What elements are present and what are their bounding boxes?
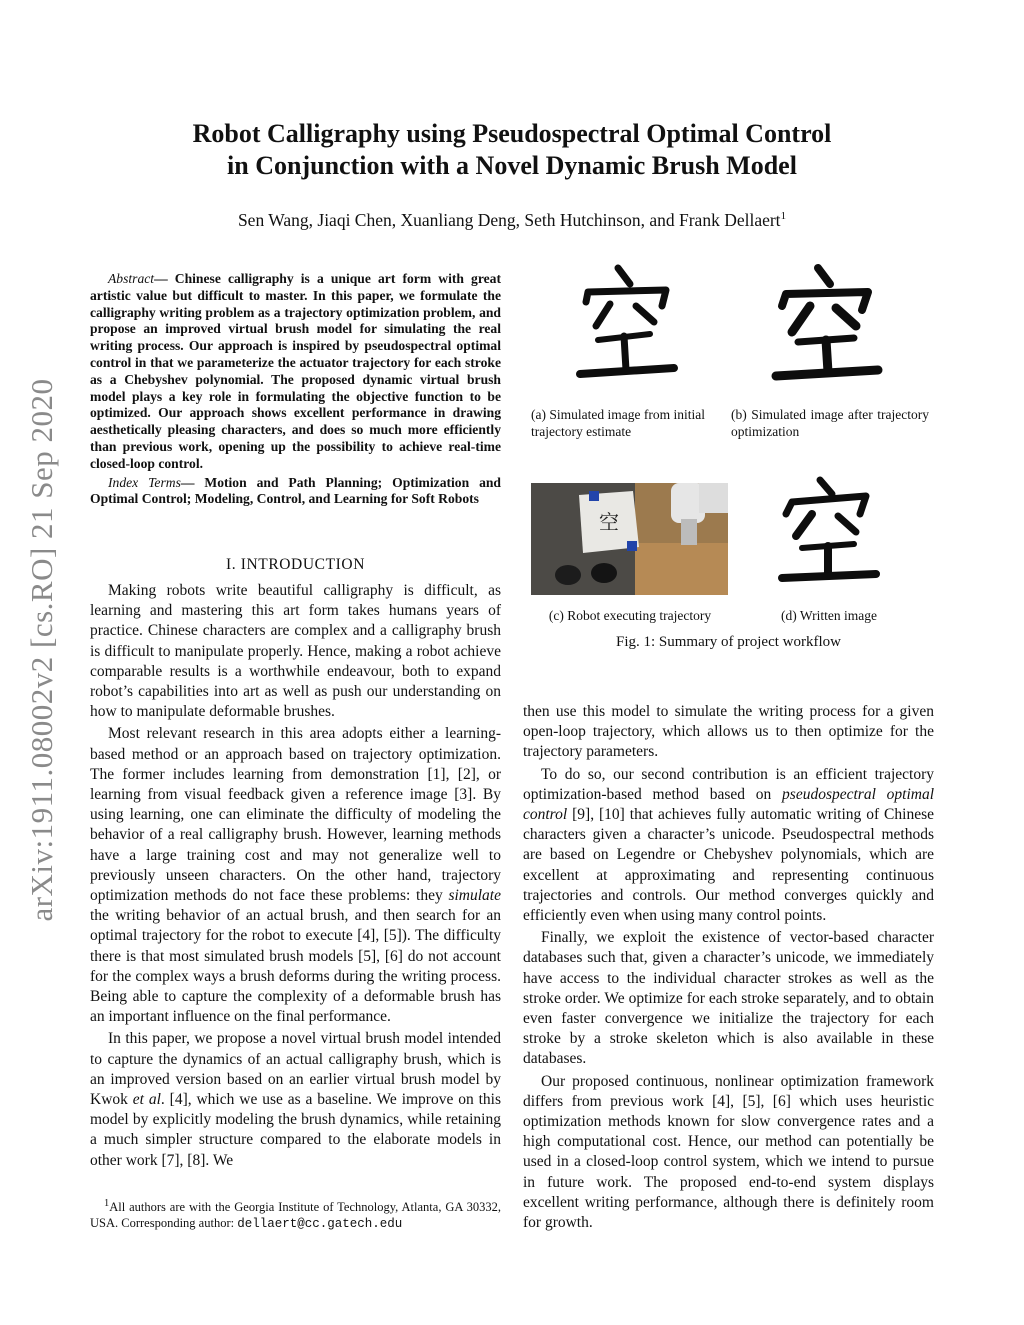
authors-text: Sen Wang, Jiaqi Chen, Xuanliang Deng, Seth Hutchinson, and Frank Dellaert (237, 210, 781, 230)
right-column-body (523, 702, 934, 1233)
ink-stone-left (555, 565, 581, 585)
abstract-label: Abstract (108, 271, 155, 286)
right-p2-text-b: [9], [10] that achieves fully automatic writing of Chinese characters given a character’s unicode. Pseudospectral methods are based on Legendre or Chebyshev polynomials, which are excellent at approximating and representing continuous trajectories and controls. Our method converges quickly and efficiently even when using many control points. (523, 806, 934, 925)
paper-title (140, 118, 884, 182)
left-p3-text-a: In this paper, we propose a novel virtual brush model intended to capture the dynamics of an actual calligraphy brush, which is an improved version based on an earlier virtual brush model by Kwok (90, 1030, 501, 1109)
left-column-body (90, 581, 501, 1171)
caption-c: (c) Robot executing trajectory (548, 608, 712, 623)
abstract (90, 271, 501, 508)
index-terms-label: Index Terms (108, 474, 181, 490)
index-terms (90, 475, 501, 509)
index-terms-text: — Motion and Path Planning; Optimization and Optimal Control; Modeling, Control, and Learning for Soft Robots (90, 474, 501, 507)
left-paragraph-2 (90, 724, 501, 1027)
figure-caption: Fig. 1: Summary of project workflow (616, 634, 841, 650)
figure-b-simulated-optimized (768, 262, 884, 384)
ink-stone-right (591, 563, 617, 583)
caption-d: (d) Written image (781, 608, 877, 623)
footnote-mark: 1 (104, 1198, 110, 1209)
right-p2-emphasis: pseudospectral optimal control (523, 785, 934, 824)
paper-glyph: 空 (599, 510, 619, 534)
title-line-2: in Conjunction with a Novel Dynamic Brush Model (227, 151, 797, 180)
caption-a: (a) Simulated image from initial trajectory estimate (531, 407, 705, 439)
figure-a-simulated-initial (570, 262, 680, 382)
authors-footnote-mark: 1 (780, 210, 787, 223)
abstract-paragraph (90, 271, 501, 473)
caption-b: (b) Simulated image after trajectory optimization (731, 407, 929, 439)
title-line-1: Robot Calligraphy using Pseudospectral Optimal Control (192, 119, 832, 148)
left-paragraph-3 (90, 1029, 501, 1170)
right-paragraph-1: then use this model to simulate the writing process for a given open-loop trajectory, which allows us to then optimize for the trajectory parameters. (523, 703, 934, 761)
right-paragraph-4: Our proposed continuous, nonlinear optimization framework differs from previous work [4], [5], [6] which uses heuristic optimization methods known for slow convergence rates and a high computational cost. Hence, our method can potentially be used in a closed-loop control system, which we intend to pursue in future work. The proposed end-to-end system displays excellent writing performance, although there is definitely room for growth. (523, 1072, 934, 1232)
right-p2-text-a: To do so, our second contribution is an efficient trajectory optimization-based method based on (523, 765, 934, 803)
left-p3-emphasis: et al (132, 1091, 161, 1109)
footnote (90, 1196, 501, 1232)
abstract-text: — Chinese calligraphy is a unique art form with great artistic value but difficult to master. In this paper, we formulate the calligraphy writing problem as a trajectory optimization problem, and propose an improved virtual brush model for simulating the real writing process. Our approach is inspired by pseudospectral optimal control in that we parameterize the actuator trajectory for each stroke as a Chebyshev polynomial. The proposed dynamic virtual brush model plays a key role in formulating the objective function to be optimized. Our approach shows excellent performance in drawing aesthetically pleasing characters, and does so much more efficiently than previous work, opening up the possibility to achieve real-time closed-loop control. (90, 271, 501, 471)
left-paragraph-1: Making robots write beautiful calligraphy is difficult, as learning and mastering this art form takes humans years of practice. Chinese characters are complex and a calligraphy brush is difficult to manipulate properly. Hence, making a robot achieve comparable results is a worthwhile endeavour, both to expand robot’s capabilities into art as well as push our understanding on how to manipulate deformable brushes. (90, 582, 501, 721)
left-p2-emphasis: simulate (448, 887, 501, 905)
footnote-paragraph (90, 1196, 501, 1232)
left-p3-text-b: . [4], which we use as a baseline. We improve on this model by explicitly modeling the brush dynamics, while retaining a much simpler structure compared to the elaborate models in other work [7], [8]. We (90, 1091, 501, 1169)
arxiv-side-stamp (0, 0, 80, 1325)
footnote-text: All authors are with the Georgia Institute of Technology, Atlanta, GA 30332, USA. Corresponding author: (90, 1200, 501, 1231)
section-heading-introduction: I. INTRODUCTION (225, 556, 365, 573)
footnote-email: dellaert@cc.gatech.edu (237, 1217, 403, 1232)
right-paragraph-2 (523, 765, 934, 927)
figure-c-robot-photo (531, 483, 728, 595)
right-paragraph-3: Finally, we exploit the existence of vector-based character databases such that, given a character’s unicode, we immediately have access to the individual character strokes as well as the stroke order. We optimize for each stroke separately, and to obtain even faster convergence we initialize the trajectory for each stroke by a stroke skeleton which is also available in these databases. (523, 929, 934, 1068)
left-p2-text-b: the writing behavior of an actual brush, and then search for an optimal trajectory for the robot to execute [4], [5]). The difficulty there is that most simulated brush models [5], [6] do not account for the complex ways a brush deforms during the writing process. Being able to capture the complexity of a deformable brush has an important influence on the final performance. (90, 907, 501, 1026)
figure-d-written-image (776, 474, 880, 586)
author-list (140, 210, 884, 231)
left-p2-text-a: Most relevant research in this area adopts either a learning-based method or an approach based on trajectory optimization. The former includes learning from demonstration [1], [2], or learning from visual feedback given a reference image [3]. By using learning, one can eliminate the difficulty of modeling the behavior of a real calligraphy brush. However, learning methods have a large training cost and may not generalize well to previously unseen characters. On the other hand, trajectory optimization methods do not face these problems: they (90, 725, 501, 905)
arxiv-identifier: arXiv:1911.08002v2 [cs.RO] 21 Sep 2020 (24, 378, 59, 922)
